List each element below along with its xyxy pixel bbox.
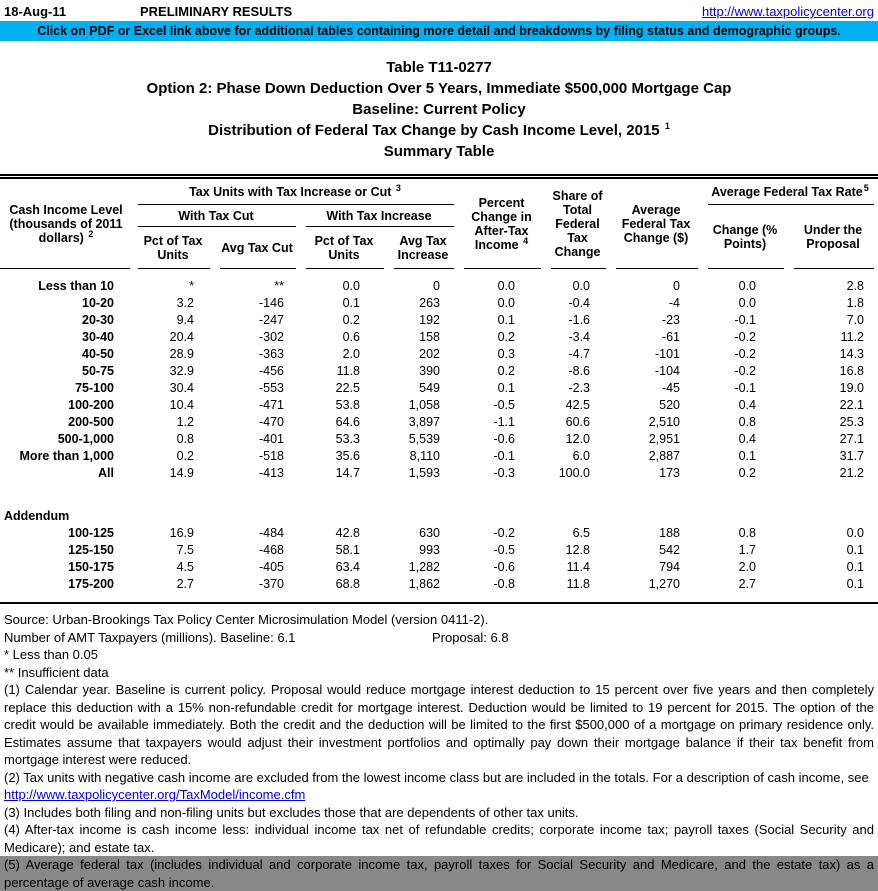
table-row: [0, 346, 878, 363]
col-header-cash-income-level: [0, 179, 132, 269]
cell-rate-change-points: 0.0: [738, 279, 756, 293]
table-row: [0, 525, 878, 542]
col-header-average-federal-tax-change: Average Federal Tax Change ($): [610, 179, 702, 269]
cell-avg-tax-change: 173: [659, 466, 680, 480]
taxpolicycenter-link[interactable]: http://www.taxpolicycenter.org: [702, 4, 874, 19]
cell-avg-tax-change: -23: [661, 313, 680, 327]
cell-rate-under-proposal: 7.0: [846, 313, 865, 327]
cell-avg-tax-change: -104: [654, 364, 680, 378]
footnote-ref-2: 2: [88, 228, 94, 239]
cell-rate-under-proposal: 1.8: [846, 296, 865, 310]
cell-pct-with-cut: 28.9: [169, 347, 194, 361]
footnotes: [0, 604, 878, 891]
col-header-share-total-federal-tax-change: Share of Total Federal Tax Change: [545, 179, 610, 269]
cell-avg-tax-cut: -363: [258, 347, 284, 361]
cell-avg-tax-increase: 8,110: [409, 449, 440, 463]
table-row: [0, 576, 878, 593]
amt-taxpayers-note: [4, 629, 874, 647]
col-header-pct-change-after-tax-income: [458, 179, 545, 269]
cell-share-total-change: -2.3: [568, 381, 590, 395]
footnote-3: (3) Includes both filing and non-filing units but excludes those that are dependents of other tax units.: [4, 804, 579, 820]
cell-rate-under-proposal: 0.1: [846, 577, 865, 591]
row-label: 100-125: [68, 526, 114, 540]
cell-pct-change-after-tax-income: 0.1: [497, 313, 515, 327]
cell-rate-change-points: 0.4: [738, 432, 756, 446]
info-banner: Click on PDF or Excel link above for additional tables containing more detail and breakdowns by filing status and demographic groups.: [0, 21, 878, 41]
cell-pct-change-after-tax-income: -0.6: [493, 560, 515, 574]
table-number-title: Table T11-0277: [386, 59, 492, 76]
row-label: 20-30: [82, 313, 114, 327]
cell-avg-tax-change: -45: [661, 381, 680, 395]
cell-avg-tax-increase: 263: [419, 296, 440, 310]
spacer-row: [0, 593, 878, 602]
cell-rate-under-proposal: 16.8: [839, 364, 865, 378]
footnote-2-link-line: [4, 786, 874, 804]
cell-avg-tax-cut: -553: [258, 381, 284, 395]
cell-share-total-change: 11.4: [566, 560, 590, 574]
cell-avg-tax-increase: 1,282: [408, 560, 440, 574]
table-row: [0, 431, 878, 448]
cell-share-total-change: 12.8: [565, 543, 590, 557]
footnote-5: (5) Average federal tax (includes individual and corporate income tax, payroll taxes for Social Security and Medicare, and the estate tax) as a percentage of average cash income.: [4, 857, 874, 890]
cell-avg-tax-increase: 5,539: [408, 432, 440, 446]
row-label: 200-500: [68, 415, 114, 429]
addendum-section: [0, 482, 878, 525]
cell-pct-change-after-tax-income: 0.1: [497, 381, 515, 395]
cell-rate-change-points: 0.8: [738, 415, 756, 429]
cell-share-total-change: 0.0: [572, 279, 590, 293]
cell-pct-change-after-tax-income: -0.2: [493, 526, 515, 540]
cell-avg-tax-increase: 202: [419, 347, 440, 361]
cell-pct-change-after-tax-income: -0.3: [493, 466, 515, 480]
distribution-title-text: Distribution of Federal Tax Change by Cash Income Level, 2015: [208, 122, 660, 139]
amt-baseline-text: Number of AMT Taxpayers (millions). Baseline: 6.1: [4, 629, 296, 645]
cell-pct-with-cut: 32.9: [169, 364, 194, 378]
cell-pct-change-after-tax-income: -0.8: [493, 577, 515, 591]
addendum-label: Addendum: [4, 509, 70, 523]
cell-share-total-change: 100.0: [558, 466, 590, 480]
cell-pct-change-after-tax-income: -1.1: [493, 415, 515, 429]
footnote-ref-4: 4: [523, 235, 529, 246]
cell-pct-with-cut: 2.7: [176, 577, 194, 591]
star-note: * Less than 0.05: [4, 647, 98, 662]
table-row: [0, 559, 878, 576]
cell-rate-under-proposal: 25.3: [839, 415, 865, 429]
col-group-with-tax-cut: With Tax Cut: [132, 205, 300, 227]
cell-rate-change-points: -0.2: [734, 330, 756, 344]
cell-pct-change-after-tax-income: -0.5: [493, 543, 515, 557]
table-row: [0, 448, 878, 465]
table-row: [0, 329, 878, 346]
cell-pct-with-cut: 30.4: [169, 381, 194, 395]
cell-pct-with-cut: 0.8: [176, 432, 194, 446]
summary-table-title: Summary Table: [383, 143, 495, 160]
row-label: 75-100: [75, 381, 114, 395]
cell-avg-tax-increase: 1,058: [408, 398, 440, 412]
distribution-title: [0, 120, 878, 141]
cell-pct-with-cut: *: [189, 279, 194, 293]
cell-pct-with-increase: 11.8: [336, 364, 360, 378]
cell-avg-tax-cut: -518: [258, 449, 284, 463]
spacer-row: [0, 482, 878, 508]
cell-share-total-change: -1.6: [568, 313, 590, 327]
cell-rate-under-proposal: 11.2: [840, 330, 865, 344]
date-label: 18-Aug-11: [4, 4, 67, 19]
cell-pct-with-increase: 63.4: [335, 560, 360, 574]
cell-share-total-change: -0.4: [568, 296, 590, 310]
cell-pct-with-increase: 64.6: [335, 415, 360, 429]
top-bar: [0, 0, 878, 21]
cell-pct-change-after-tax-income: 0.2: [497, 330, 515, 344]
cell-pct-with-increase: 0.2: [342, 313, 360, 327]
cell-avg-tax-change: -4: [668, 296, 680, 310]
cell-rate-under-proposal: 21.2: [839, 466, 865, 480]
cell-rate-change-points: 0.2: [738, 466, 756, 480]
cell-rate-change-points: -0.1: [734, 381, 756, 395]
cell-pct-with-increase: 14.7: [335, 466, 360, 480]
cell-pct-with-increase: 0.0: [342, 279, 360, 293]
row-label: All: [98, 466, 114, 480]
table-row: [0, 465, 878, 482]
amt-proposal-text: Proposal: 6.8: [432, 629, 509, 645]
cell-pct-with-increase: 53.3: [335, 432, 360, 446]
cell-pct-with-increase: 0.1: [342, 296, 360, 310]
cell-avg-tax-change: 0: [673, 279, 680, 293]
cell-rate-change-points: 0.1: [738, 449, 756, 463]
cell-rate-under-proposal: 31.7: [839, 449, 865, 463]
cell-avg-tax-cut: -468: [258, 543, 284, 557]
col-header-pct-tax-units-cut: Pct of Tax Units: [132, 227, 214, 269]
cell-pct-with-increase: 68.8: [335, 577, 360, 591]
cell-pct-change-after-tax-income: -0.5: [493, 398, 515, 412]
cell-rate-change-points: -0.2: [734, 364, 756, 378]
cell-rate-change-points: 0.8: [738, 526, 756, 540]
cell-pct-change-after-tax-income: -0.1: [493, 449, 515, 463]
table-row: [0, 542, 878, 559]
cell-pct-change-after-tax-income: 0.0: [497, 279, 515, 293]
row-label: 30-40: [82, 330, 114, 344]
cell-avg-tax-change: 520: [659, 398, 680, 412]
cell-pct-with-cut: 10.4: [169, 398, 194, 412]
title-block: [0, 57, 878, 162]
row-label: More than 1,000: [19, 449, 114, 463]
cell-rate-under-proposal: 19.0: [839, 381, 865, 395]
row-label: 500-1,000: [57, 432, 114, 446]
cell-avg-tax-increase: 192: [419, 313, 440, 327]
col-header-pct-tax-units-increase: Pct of Tax Units: [300, 227, 388, 269]
cell-avg-tax-increase: 0: [433, 279, 440, 293]
cell-pct-change-after-tax-income: -0.6: [493, 432, 515, 446]
addendum-header-row: [0, 508, 878, 525]
cell-rate-under-proposal: 14.3: [839, 347, 865, 361]
cell-share-total-change: 6.0: [572, 449, 590, 463]
table-row: [0, 363, 878, 380]
row-label: 50-75: [82, 364, 114, 378]
summary-table: [0, 179, 878, 602]
footnote-ref-3: 3: [395, 182, 401, 193]
cell-rate-change-points: -0.2: [734, 347, 756, 361]
cell-avg-tax-increase: 549: [419, 381, 440, 395]
col-header-rate-under-proposal: Under the Proposal: [788, 205, 878, 269]
cell-share-total-change: -4.7: [568, 347, 590, 361]
table-bottom-spacer: [0, 593, 878, 602]
cell-avg-tax-increase: 993: [419, 543, 440, 557]
cell-rate-change-points: 0.4: [738, 398, 756, 412]
cell-pct-with-increase: 22.5: [335, 381, 360, 395]
source-note: Source: Urban-Brookings Tax Policy Center Microsimulation Model (version 0411-2).: [4, 612, 489, 627]
cell-avg-tax-change: 2,951: [648, 432, 680, 446]
cell-avg-tax-increase: 3,897: [408, 415, 440, 429]
cell-pct-with-increase: 35.6: [335, 449, 360, 463]
cell-rate-under-proposal: 22.1: [839, 398, 865, 412]
cell-rate-change-points: -0.1: [734, 313, 756, 327]
cell-rate-under-proposal: 27.1: [839, 432, 865, 446]
addendum-rows: [0, 525, 878, 593]
cell-rate-change-points: 0.0: [738, 296, 756, 310]
col-header-avg-tax-cut: Avg Tax Cut: [214, 227, 300, 269]
col-header-rate-change-points: Change (% Points): [702, 205, 788, 269]
cell-share-total-change: 11.8: [566, 577, 590, 591]
cell-avg-tax-change: 542: [659, 543, 680, 557]
row-label: 175-200: [68, 577, 114, 591]
cell-avg-tax-change: 2,510: [648, 415, 680, 429]
row-label: 10-20: [82, 296, 114, 310]
col-group-average-federal-tax-rate: [702, 179, 878, 205]
summary-table-wrapper: [0, 174, 878, 604]
cell-avg-tax-cut: -302: [258, 330, 284, 344]
cell-avg-tax-change: 188: [659, 526, 680, 540]
cell-pct-with-cut: 3.2: [176, 296, 194, 310]
cell-avg-tax-cut: -456: [258, 364, 284, 378]
table-row: [0, 312, 878, 329]
cell-pct-with-increase: 42.8: [335, 526, 360, 540]
cell-avg-tax-cut: -401: [258, 432, 284, 446]
cell-pct-with-cut: 9.4: [176, 313, 194, 327]
cell-pct-with-increase: 2.0: [342, 347, 360, 361]
cell-avg-tax-change: -61: [661, 330, 680, 344]
cell-avg-tax-cut: -405: [258, 560, 284, 574]
double-star-note: ** Insufficient data: [4, 664, 109, 680]
cell-share-total-change: 60.6: [565, 415, 590, 429]
col-header-avg-tax-increase: Avg Tax Increase: [388, 227, 458, 269]
cell-pct-with-cut: 4.5: [176, 560, 194, 574]
col-header-cash-income-level-text: Cash Income Level (thousands of 2011 dollars): [9, 203, 123, 245]
cell-avg-tax-increase: 1,862: [408, 577, 440, 591]
cell-avg-tax-cut: -484: [258, 526, 284, 540]
cell-pct-with-cut: 0.2: [176, 449, 194, 463]
row-label: 150-175: [68, 560, 114, 574]
cell-rate-change-points: 2.7: [738, 577, 756, 591]
cell-rate-under-proposal: 0.1: [846, 560, 865, 574]
row-label: 125-150: [68, 543, 114, 557]
cell-rate-change-points: 1.7: [738, 543, 756, 557]
cell-avg-tax-increase: 630: [419, 526, 440, 540]
cell-avg-tax-cut: -370: [258, 577, 284, 591]
cell-share-total-change: -8.6: [568, 364, 590, 378]
table-row: [0, 269, 878, 295]
footnote-ref-5: 5: [863, 182, 869, 193]
col-group-with-tax-increase: With Tax Increase: [300, 205, 458, 227]
cell-rate-under-proposal: 2.8: [846, 279, 865, 293]
cell-pct-with-cut: 14.9: [169, 466, 194, 480]
cell-avg-tax-increase: 1,593: [408, 466, 440, 480]
footnote-2: (2) Tax units with negative cash income are excluded from the lowest income class but are included in the totals. For a description of cash income, see: [4, 769, 869, 785]
cell-pct-with-cut: 7.5: [176, 543, 194, 557]
cell-avg-tax-increase: 390: [419, 364, 440, 378]
footnote-4: (4) After-tax income is cash income less: individual income tax net of refundable credits; corporate income tax; payroll taxes (Social Security and Medicare); and estate tax.: [4, 822, 874, 855]
cell-pct-with-cut: 16.9: [169, 526, 194, 540]
table-row: [0, 414, 878, 431]
row-label: Less than 10: [38, 279, 114, 293]
cell-share-total-change: -3.4: [568, 330, 590, 344]
table-header: [0, 179, 878, 269]
baseline-title: Baseline: Current Policy: [352, 101, 526, 118]
cell-pct-change-after-tax-income: 0.2: [497, 364, 515, 378]
cell-avg-tax-change: 1,270: [648, 577, 680, 591]
row-label: 100-200: [68, 398, 114, 412]
cell-pct-with-increase: 53.8: [335, 398, 360, 412]
col-group-tax-units-text: Tax Units with Tax Increase or Cut: [189, 185, 392, 199]
cell-avg-tax-cut: -146: [258, 296, 284, 310]
cell-avg-tax-change: -101: [654, 347, 680, 361]
footnote-ref-1: 1: [664, 121, 670, 131]
cell-rate-under-proposal: 0.1: [846, 543, 865, 557]
cell-avg-tax-cut: -413: [258, 466, 284, 480]
income-cfm-link[interactable]: http://www.taxpolicycenter.org/TaxModel/income.cfm: [4, 787, 306, 802]
footnote-1: (1) Calendar year. Baseline is current policy. Proposal would reduce mortgage interest deduction to 15 percent over five years and then completely replace this deduction with a 15% non-refundable credit for mortgage interest. Deduction would be limited to 19 percent for 2015. The option of the credit would be available immediately. Both the credit and the deduction will be limited to the first $500,000 of a mortgage on primary residence only. Estimates assume that taxpayers would adjust their investment portfolios and optimally pay down their mortgage balance if their tax benefit from mortgage interest were reduced.: [4, 682, 874, 767]
cell-pct-with-increase: 0.6: [342, 330, 360, 344]
cell-avg-tax-cut: -471: [258, 398, 284, 412]
table-row: [0, 295, 878, 312]
cell-pct-with-cut: 1.2: [176, 415, 194, 429]
cell-avg-tax-cut: -247: [258, 313, 284, 327]
preliminary-results-label: PRELIMINARY RESULTS: [140, 4, 293, 19]
cell-pct-change-after-tax-income: 0.0: [497, 296, 515, 310]
cell-rate-under-proposal: 0.0: [846, 526, 865, 540]
option-title: Option 2: Phase Down Deduction Over 5 Years, Immediate $500,000 Mortgage Cap: [146, 80, 732, 97]
cell-avg-tax-cut: -470: [258, 415, 284, 429]
cell-share-total-change: 6.5: [572, 526, 590, 540]
cell-avg-tax-increase: 158: [419, 330, 440, 344]
cell-avg-tax-cut: **: [274, 279, 284, 293]
cell-rate-change-points: 2.0: [738, 560, 756, 574]
row-label: 40-50: [82, 347, 114, 361]
table-row: [0, 397, 878, 414]
col-group-tax-units-increase-or-cut: [132, 179, 458, 205]
col-header-pct-change-text: Percent Change in After-Tax Income: [471, 196, 532, 252]
cell-pct-change-after-tax-income: 0.3: [497, 347, 515, 361]
cell-pct-with-cut: 20.4: [169, 330, 194, 344]
cell-pct-with-increase: 58.1: [335, 543, 360, 557]
col-group-avg-rate-text: Average Federal Tax Rate: [711, 185, 863, 199]
cell-avg-tax-change: 794: [659, 560, 680, 574]
cell-avg-tax-change: 2,887: [648, 449, 680, 463]
cell-share-total-change: 42.5: [565, 398, 590, 412]
table-row: [0, 380, 878, 397]
cell-share-total-change: 12.0: [565, 432, 590, 446]
main-rows: [0, 269, 878, 482]
